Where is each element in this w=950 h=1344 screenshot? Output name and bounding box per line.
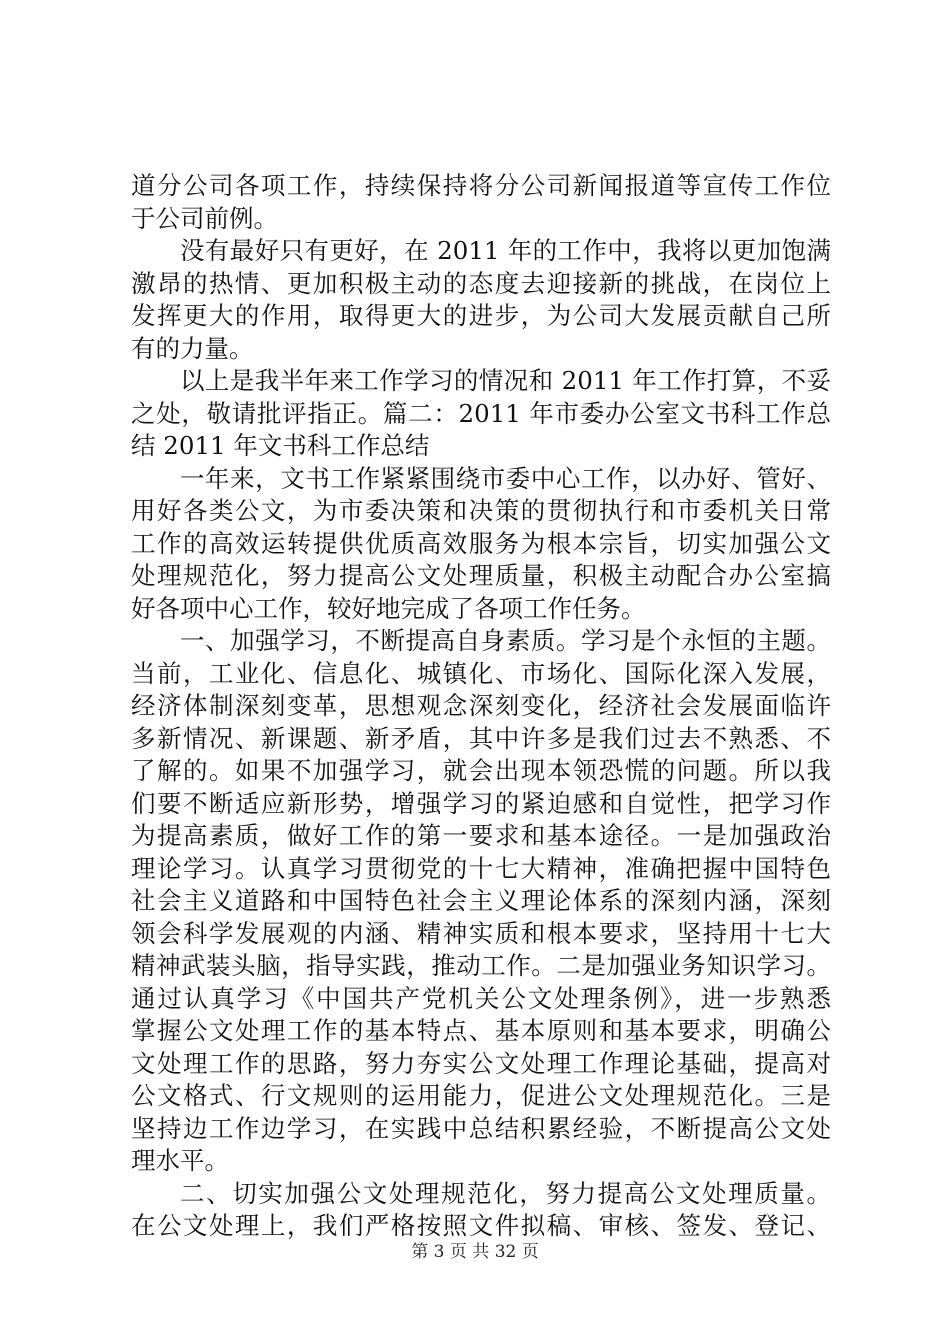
text-line: 了解的。如果不加强学习，就会出现本领恐慌的问题。所以我 [131, 756, 831, 785]
text-line: 当前，工业化、信息化、城镇化、市场化、国际化深入发展， [131, 658, 831, 688]
text-line: 为提高素质，做好工作的第一要求和基本途径。一是加强政治 [131, 821, 831, 850]
text-line: 在公文处理上，我们严格按照文件拟稿、审核、签发、登记、 [131, 1211, 831, 1240]
text-line: 通过认真学习《中国共产党机关公文处理条例》，进一步熟悉 [131, 983, 831, 1013]
text-line: 掌握公文处理工作的基本特点、基本原则和基本要求，明确公 [131, 1016, 831, 1045]
text-line: 一、加强学习，不断提高自身素质。学习是个永恒的主题。 [180, 626, 831, 655]
text-line: 二、切实加强公文处理规范化，努力提高公文处理质量。 [180, 1178, 831, 1208]
page-footer: 第 3 页 共 32 页 [411, 1242, 539, 1262]
text-line: 坚持边工作边学习，在实践中总结积累经验，不断提高公文处 [131, 1113, 831, 1143]
text-line: 之处，敬请批评指正。篇二：2011 年市委办公室文书科工作总 [131, 398, 831, 428]
text-line: 经济体制深刻变革，思想观念深刻变化，经济社会发展面临许 [131, 691, 831, 720]
text-line: 没有最好只有更好，在 2011 年的工作中，我将以更加饱满 [180, 236, 831, 265]
text-line: 精神武装头脑，指导实践，推动工作。二是加强业务知识学习。 [131, 951, 831, 980]
text-line: 处理规范化，努力提高公文处理质量，积极主动配合办公室搞 [131, 561, 831, 590]
text-line: 激昂的热情、更加积极主动的态度去迎接新的挑战，在岗位上 [131, 268, 831, 298]
text-line: 好各项中心工作，较好地完成了各项工作任务。 [131, 593, 646, 623]
text-line: 们要不断适应新形势，增强学习的紧迫感和自觉性，把学习作 [131, 788, 831, 818]
text-line: 社会主义道路和中国特色社会主义理论体系的深刻内涵，深刻 [131, 886, 831, 915]
text-line: 一年来，文书工作紧紧围绕市委中心工作，以办好、管好、 [180, 463, 831, 493]
text-line: 用好各类公文，为市委决策和决策的贯彻执行和市委机关日常 [131, 496, 831, 525]
text-line: 结 2011 年文书科工作总结 [131, 431, 430, 460]
text-line: 理论学习。认真学习贯彻党的十七大精神，准确把握中国特色 [131, 853, 831, 883]
text-line: 领会科学发展观的内涵、精神实质和根本要求，坚持用十七大 [131, 918, 831, 948]
text-line: 公文格式、行文规则的运用能力，促进公文处理规范化。三是 [131, 1081, 831, 1110]
text-line: 于公司前例。 [131, 203, 278, 233]
text-line: 道分公司各项工作，持续保持将分公司新闻报道等宣传工作位 [131, 171, 831, 200]
text-line: 多新情况、新课题、新矛盾，其中许多是我们过去不熟悉、不 [131, 723, 831, 753]
text-line: 工作的高效运转提供优质高效服务为根本宗旨，切实加强公文 [131, 528, 831, 558]
text-line: 文处理工作的思路，努力夯实公文处理工作理论基础，提高对 [131, 1048, 831, 1078]
text-line: 理水平。 [131, 1146, 229, 1175]
text-line: 有的力量。 [131, 333, 254, 363]
document-body [131, 170, 831, 1243]
text-line: 发挥更大的作用，取得更大的进步，为公司大发展贡献自己所 [131, 301, 831, 330]
text-line: 以上是我半年来工作学习的情况和 2011 年工作打算，不妥 [180, 366, 831, 395]
